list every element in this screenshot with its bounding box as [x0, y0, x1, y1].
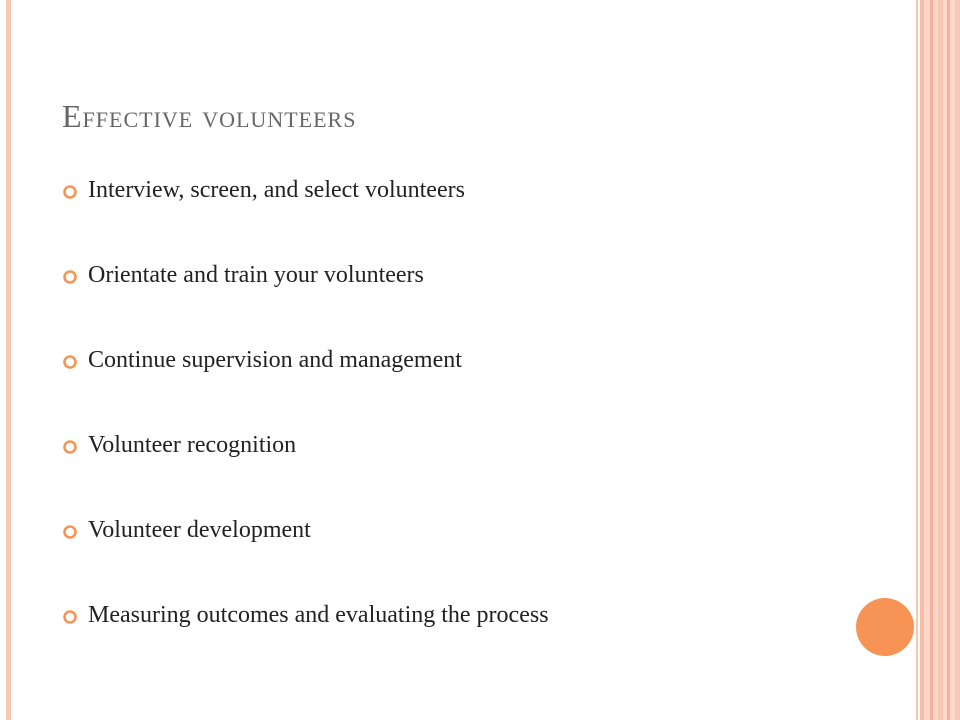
bullet-text: Measuring outcomes and evaluating the process — [88, 602, 549, 628]
decorative-stripes — [920, 0, 960, 720]
bullet-circle-icon — [62, 609, 78, 625]
bullet-text: Volunteer recognition — [88, 432, 297, 458]
left-frame-line — [6, 0, 11, 720]
bullet-text: Orientate and train your volunteers — [88, 262, 424, 288]
stripe — [938, 0, 943, 720]
right-frame-line — [916, 0, 918, 720]
stripe — [920, 0, 924, 720]
stripe — [955, 0, 960, 720]
bullet-text: Continue supervision and management — [88, 347, 462, 373]
bullet-circle-icon — [62, 524, 78, 540]
decorative-circle-icon — [856, 598, 914, 656]
slide-title: Effective volunteers — [62, 98, 357, 134]
bullet-text: Interview, screen, and select volunteers — [88, 177, 465, 203]
bullet-text: Volunteer development — [88, 517, 311, 543]
stripe — [947, 0, 950, 720]
bullet-circle-icon — [62, 439, 78, 455]
bullet-circle-icon — [62, 269, 78, 285]
bullet-circle-icon — [62, 354, 78, 370]
stripe — [930, 0, 933, 720]
bullet-circle-icon — [62, 184, 78, 200]
